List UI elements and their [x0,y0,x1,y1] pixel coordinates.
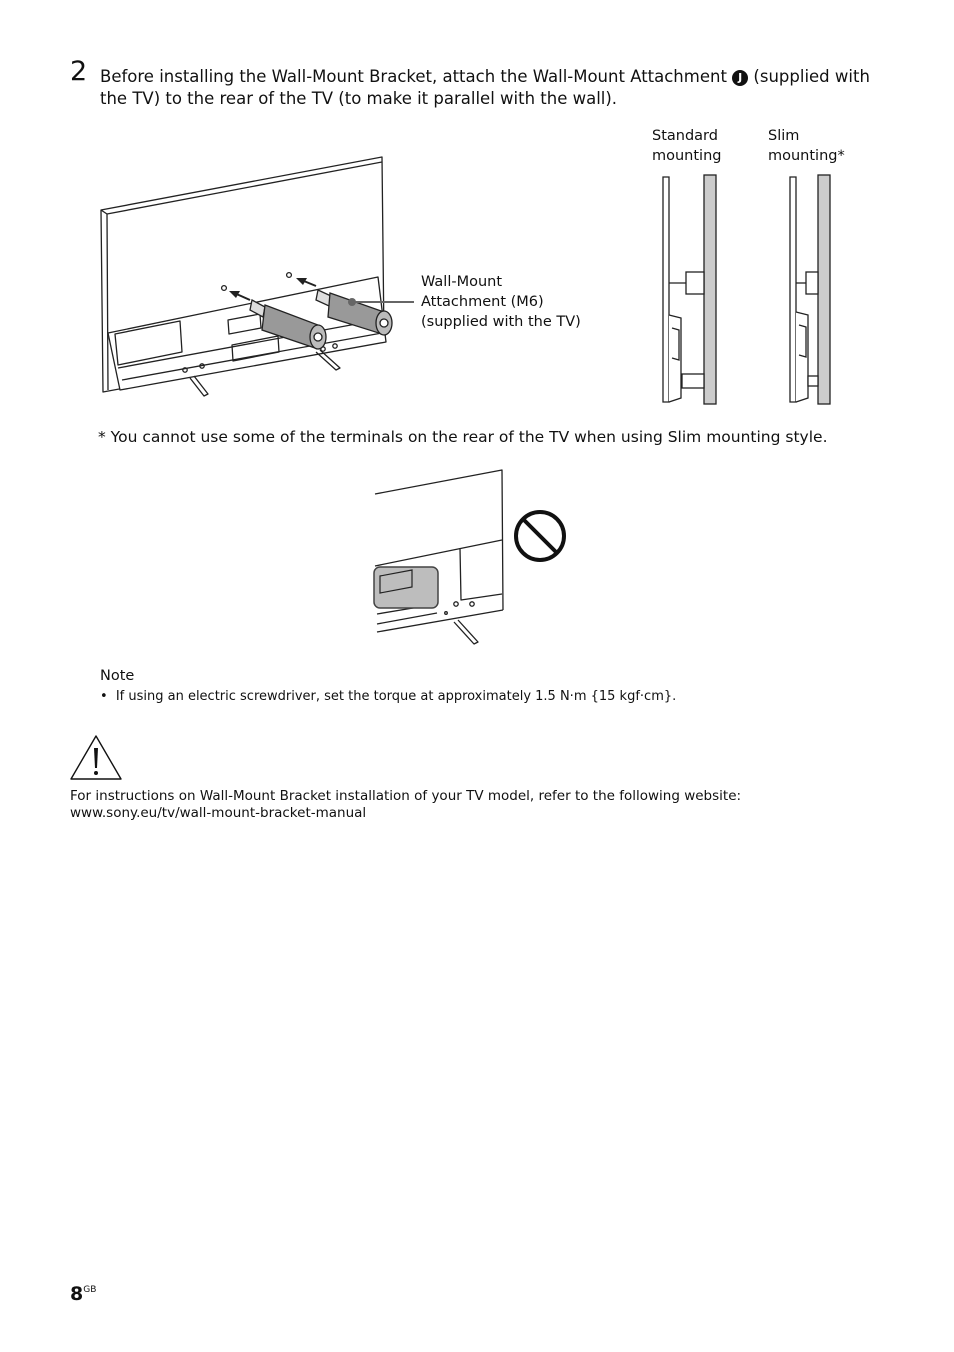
slim-mounting-label: Slim mounting* [768,128,845,164]
instructions-line1: For instructions on Wall-Mount Bracket installation of your TV model, refer to the following website: [70,788,742,804]
step-number: 2 [70,56,88,87]
note-bullet: • [100,689,108,704]
prohibited-icon [516,512,564,560]
note-item [100,689,676,704]
warning-triangle-icon [71,736,121,779]
website-url[interactable]: www.sony.eu/tv/wall-mount-bracket-manual [70,805,367,821]
website-instructions [70,788,741,822]
attachment-callout-label: Wall-Mount Attachment (M6) (supplied with the TV) [421,274,581,330]
step-text-before: Before installing the Wall-Mount Bracket, attach the Wall-Mount Attachment [100,67,727,86]
note-heading: Note [100,668,135,684]
part-j-badge: J [732,70,748,86]
step-text-after: (supplied with the TV) to the rear of the TV (to make it parallel with the wall). [100,67,870,108]
slim-mounting-footnote: * You cannot use some of the terminals on the rear of the TV when using Slim mounting style. [98,428,828,446]
page-number: $8^{GB}$ [70,1283,97,1305]
standard-mounting-label: Standard mounting [652,128,722,164]
note-item-text: If using an electric screwdriver, set the torque at approximately 1.5 N·m {15 kgf·cm}. [115,689,677,704]
